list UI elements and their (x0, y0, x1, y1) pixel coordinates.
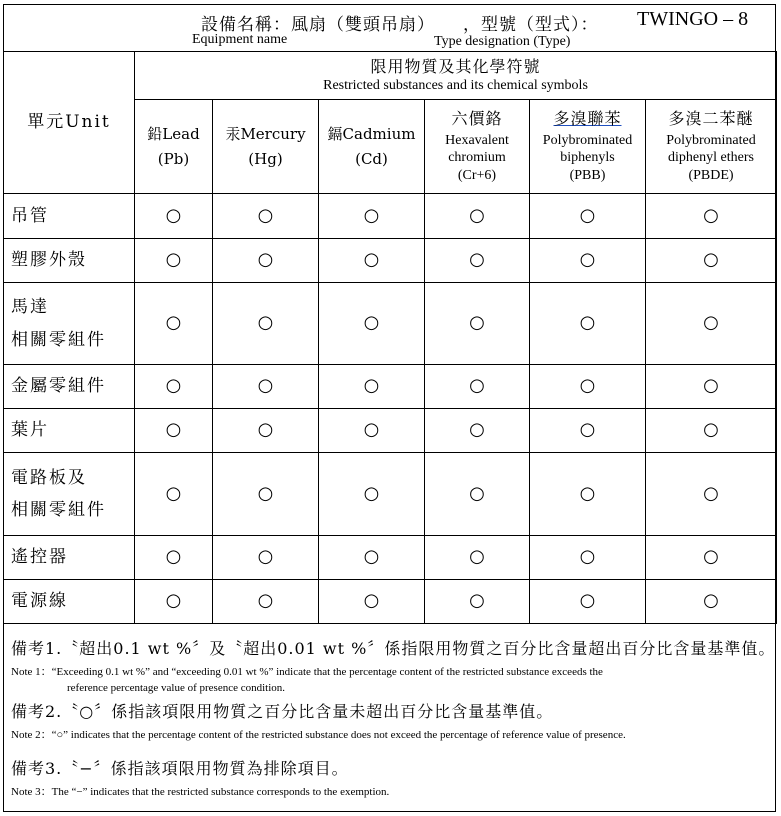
substance-cell (135, 453, 213, 536)
presence-mark: ○ (257, 249, 274, 271)
presence-mark: ○ (363, 312, 380, 334)
presence-mark: ○ (703, 204, 719, 226)
substance-cell (213, 283, 319, 365)
substance-cell (646, 453, 777, 536)
presence-mark: ○ (703, 590, 719, 612)
substance-cell (530, 283, 646, 365)
table-body (4, 194, 777, 624)
presence-mark: ○ (703, 249, 719, 271)
row-label: 金屬零組件 (4, 365, 135, 409)
substance-cell (646, 536, 777, 580)
column-header-cadmium: 鎘Cadmium (Cd) (319, 100, 425, 194)
substance-cell (530, 194, 646, 239)
presence-mark: ○ (257, 375, 274, 397)
presence-mark: ○ (579, 249, 596, 271)
presence-mark: ○ (579, 375, 596, 397)
substance-cell (213, 453, 319, 536)
substance-cell (425, 409, 530, 453)
presence-mark: ○ (469, 312, 485, 334)
presence-mark: ○ (257, 546, 274, 568)
row-label: 電源線 (4, 580, 135, 624)
substance-cell (213, 365, 319, 409)
presence-mark: ○ (363, 249, 380, 271)
substance-cell (213, 536, 319, 580)
presence-mark: ○ (257, 312, 274, 334)
substance-cell (135, 580, 213, 624)
note-3-en: Note 3：The “−” indicates that the restricted substance corresponds to the exemption. (11, 786, 390, 798)
table-row (4, 239, 777, 283)
row-label: 塑膠外殼 (4, 239, 135, 283)
substance-cell (319, 409, 425, 453)
substance-cell (319, 536, 425, 580)
restricted-substances-table (3, 51, 777, 624)
presence-mark: ○ (703, 375, 719, 397)
type-label: ，型號（型式）： (463, 15, 599, 35)
substance-cell (135, 283, 213, 365)
substance-cell (213, 194, 319, 239)
presence-mark: ○ (703, 419, 719, 441)
note-1-en: Note 1：“Exceeding 0.1 wt %” and “exceeding 0.01 wt %” indicate that the percentage content of the restricted substance exceeds the (11, 666, 603, 678)
presence-mark: ○ (165, 249, 182, 271)
row-label: 葉片 (4, 409, 135, 453)
note-2-en: Note 2：“○” indicates that the percentage content of the restricted substance does not exceed the percentage of reference value of presence. (11, 729, 626, 741)
presence-mark: ○ (579, 546, 596, 568)
table-row (4, 453, 777, 536)
note-1-cn: 備考1.〝超出0.1 wt %〞及〝超出0.01 wt %〞係指限用物質之百分比含量超出百分比含量基準值。 (11, 639, 776, 658)
substance-cell (646, 365, 777, 409)
substance-cell (319, 283, 425, 365)
presence-mark: ○ (469, 375, 485, 397)
substance-cell (213, 239, 319, 283)
row-label: 吊管 (4, 194, 135, 239)
presence-mark: ○ (165, 312, 182, 334)
substance-cell (425, 239, 530, 283)
unit-header: 單元Unit (4, 52, 135, 194)
table-row (4, 194, 777, 239)
presence-mark: ○ (469, 419, 485, 441)
presence-mark: ○ (363, 546, 380, 568)
type-label-en: Type designation (Type) (434, 34, 571, 49)
presence-mark: ○ (469, 590, 485, 612)
presence-mark: ○ (469, 482, 485, 504)
substances-group-header: 限用物質及其化學符號 Restricted substances and its chemical symbols (135, 52, 777, 100)
presence-mark: ○ (703, 482, 719, 504)
substance-cell (425, 580, 530, 624)
substance-cell (135, 239, 213, 283)
document-header (3, 4, 776, 52)
substance-cell (646, 194, 777, 239)
row-label: 遙控器 (4, 536, 135, 580)
substance-cell (319, 580, 425, 624)
substance-cell (319, 365, 425, 409)
model-name: TWINGO – 8 (637, 8, 749, 30)
substance-cell (530, 409, 646, 453)
presence-mark: ○ (703, 546, 719, 568)
substance-cell (530, 365, 646, 409)
column-header-pbde: 多溴二苯醚 Polybrominated diphenyl ethers (PBDE) (646, 100, 777, 194)
presence-mark: ○ (363, 375, 380, 397)
column-header-hexavalent-chromium: 六價鉻 Hexavalent chromium (Cr+6) (425, 100, 530, 194)
presence-mark: ○ (165, 482, 182, 504)
substance-cell (425, 365, 530, 409)
equipment-name-label: 設備名稱：風扇（雙頭吊扇） (201, 15, 435, 35)
presence-mark: ○ (257, 482, 274, 504)
substance-cell (646, 283, 777, 365)
substance-cell (135, 409, 213, 453)
row-label: 電路板及 相關零組件 (4, 453, 135, 536)
equipment-name-label-en: Equipment name (192, 32, 288, 47)
substance-cell (425, 194, 530, 239)
presence-mark: ○ (469, 204, 485, 226)
substance-cell (530, 580, 646, 624)
presence-mark: ○ (363, 482, 380, 504)
substance-cell (135, 194, 213, 239)
presence-mark: ○ (469, 249, 485, 271)
note-3-cn: 備考3.〝−〞係指該項限用物質為排除項目。 (11, 759, 349, 778)
presence-mark: ○ (257, 419, 274, 441)
presence-mark: ○ (469, 546, 485, 568)
substance-cell (646, 580, 777, 624)
column-header-lead: 鉛Lead (Pb) (135, 100, 213, 194)
presence-mark: ○ (165, 375, 182, 397)
notes-section (11, 636, 776, 799)
presence-mark: ○ (363, 419, 380, 441)
presence-mark: ○ (257, 204, 274, 226)
presence-mark: ○ (165, 546, 182, 568)
substance-cell (530, 536, 646, 580)
column-header-pbb: 多溴聯苯 Polybrominated biphenyls (PBB) (530, 100, 646, 194)
presence-mark: ○ (579, 590, 596, 612)
presence-mark: ○ (579, 482, 596, 504)
substance-cell (213, 409, 319, 453)
row-label: 馬達 相關零組件 (4, 283, 135, 365)
substance-cell (135, 365, 213, 409)
column-header-mercury: 汞Mercury (Hg) (213, 100, 319, 194)
note-1-en-cont: reference percentage value of presence condition. (67, 682, 286, 694)
substance-cell (319, 239, 425, 283)
presence-mark: ○ (165, 590, 182, 612)
substance-cell (135, 536, 213, 580)
table-row (4, 580, 777, 624)
presence-mark: ○ (579, 204, 596, 226)
substance-cell (425, 536, 530, 580)
table-row (4, 409, 777, 453)
presence-mark: ○ (363, 590, 380, 612)
presence-mark: ○ (257, 590, 274, 612)
substance-cell (425, 283, 530, 365)
note-2-cn: 備考2.〝○〞係指該項限用物質之百分比含量未超出百分比含量基準值。 (11, 702, 554, 721)
substance-cell (530, 239, 646, 283)
table-row (4, 365, 777, 409)
presence-mark: ○ (579, 312, 596, 334)
presence-mark: ○ (703, 312, 719, 334)
presence-mark: ○ (165, 204, 182, 226)
substance-cell (319, 194, 425, 239)
substance-cell (425, 453, 530, 536)
substance-cell (213, 580, 319, 624)
substance-cell (646, 239, 777, 283)
substance-cell (319, 453, 425, 536)
table-row (4, 283, 777, 365)
substance-cell (530, 453, 646, 536)
presence-mark: ○ (363, 204, 380, 226)
presence-mark: ○ (579, 419, 596, 441)
table-row (4, 536, 777, 580)
presence-mark: ○ (165, 419, 182, 441)
substance-cell (646, 409, 777, 453)
